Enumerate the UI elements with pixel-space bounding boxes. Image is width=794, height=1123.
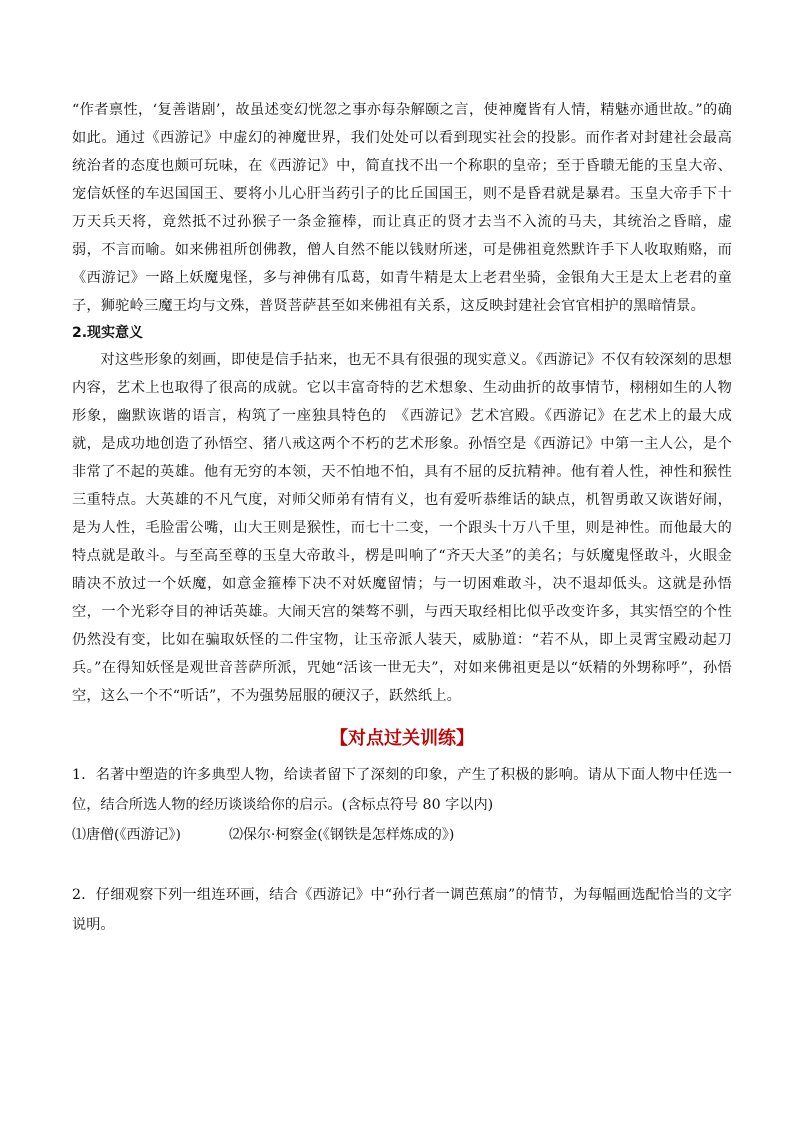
- question-1-option-tang-seng: ⑴唐僧(《西游记》): [72, 827, 181, 843]
- question-1-options: [72, 820, 732, 850]
- answer-space: [72, 850, 732, 880]
- heading-realistic-significance: 2.现实意义: [72, 325, 144, 341]
- question-2: 2．仔细观察下列一组连环画，结合《西游记》中“孙行者一调芭蕉扇”的情节，为每幅画选配恰当的文字说明。: [72, 887, 732, 933]
- question-1-option-pavel: ⑵保尔·柯察金(《钢铁是怎样炼成的》): [228, 827, 455, 843]
- document-page: [72, 96, 732, 940]
- paragraph-social-reflection: “作者禀性，‘复善谐剧’，故虽述变幻恍忽之事亦每杂解颐之言，使神魔皆有人情，精魅亦通世故。”的确如此。通过《西游记》中虚幻的神魔世界，我们处处可以看到现实社会的投影。而作者对封建社会最高统治者的态度也颇可玩味，在《西游记》中，简直找不出一个称职的皇帝；至于昏聩无能的玉皇大帝、宠信妖怪的车迟国国王、要将小儿心肝当药引子的比丘国国王，则不是昏君就是暴君。玉皇大帝手下十万天兵天将，竟然抵不过孙猴子一条金箍棒，而让真正的贤才去当不入流的马夫，其统治之昏暗，虚弱，不言而喻。如来佛祖所创佛教，僧人自然不能以钱财所迷，可是佛祖竟然默许手下人收取贿赂，而《西游记》一路上妖魔鬼怪，多与神佛有瓜葛，如青牛精是太上老君坐骑，金银角大王是太上老君的童子，狮驼岭三魔王均与文殊，普贤菩萨甚至如来佛祖有关系，这反映封建社会官官相护的黑暗情景。: [72, 102, 732, 314]
- paragraph-realistic-significance: 对这些形象的刻画，即使是信手拈来，也无不具有很强的现实意义。《西游记》不仅有较深刻的思想内容，艺术上也取得了很高的成就。它以丰富奇特的艺术想象、生动曲折的故事情节，栩栩如生的人物形象，幽默诙谐的语言，构筑了一座独具特色的 《西游记》艺术宫殿。《西游记》在艺术上的最大成就，是成功地创造了孙悟空、猪八戒这两个不朽的艺术形象。孙悟空是《西游记》中第一主人公，是个非常了不起的英雄。他有无穷的本领，天不怕地不怕，具有不屈的反抗精神。他有着人性，神性和猴性三重特点。大英雄的不凡气度，对师父师弟有情有义，也有爱听恭维话的缺点，机智勇敢又诙谐好闹，是为人性，毛脸雷公嘴，山大王则是猴性，而七十二变，一个跟头十万八千里，则是神性。而他最大的特点就是敢斗。与至高至尊的玉皇大帝敢斗，楞是叫响了“齐天大圣”的美名；与妖魔鬼怪敢斗，火眼金睛决不放过一个妖魔，如意金箍棒下决不对妖魔留情；与一切困难敢斗，决不退却低头。这就是孙悟空，一个光彩夺目的神话英雄。大闹天宫的桀骜不驯，与西天取经相比似乎改变许多，其实悟空的个性仍然没有变，比如在骗取妖怪的二件宝物，让玉帝派人装天，威胁道：“若不从，即上灵霄宝殿动起刀兵。”在得知妖怪是观世音菩萨所派，咒她“活该一世无夫”，对如来佛祖更是以“妖精的外甥称呼”，孙悟空，这么一个不“听话”，不为强势屈服的硬汉子，跃然纸上。: [72, 352, 732, 704]
- question-1: 1．名著中塑造的许多典型人物，给读者留下了深刻的印象，产生了积极的影响。请从下面人物中任选一位，结合所选人物的经历谈谈给你的启示。(含标点符号 80 字以内): [72, 767, 732, 813]
- exercise-section-title: 【对点过关训练】: [330, 728, 474, 749]
